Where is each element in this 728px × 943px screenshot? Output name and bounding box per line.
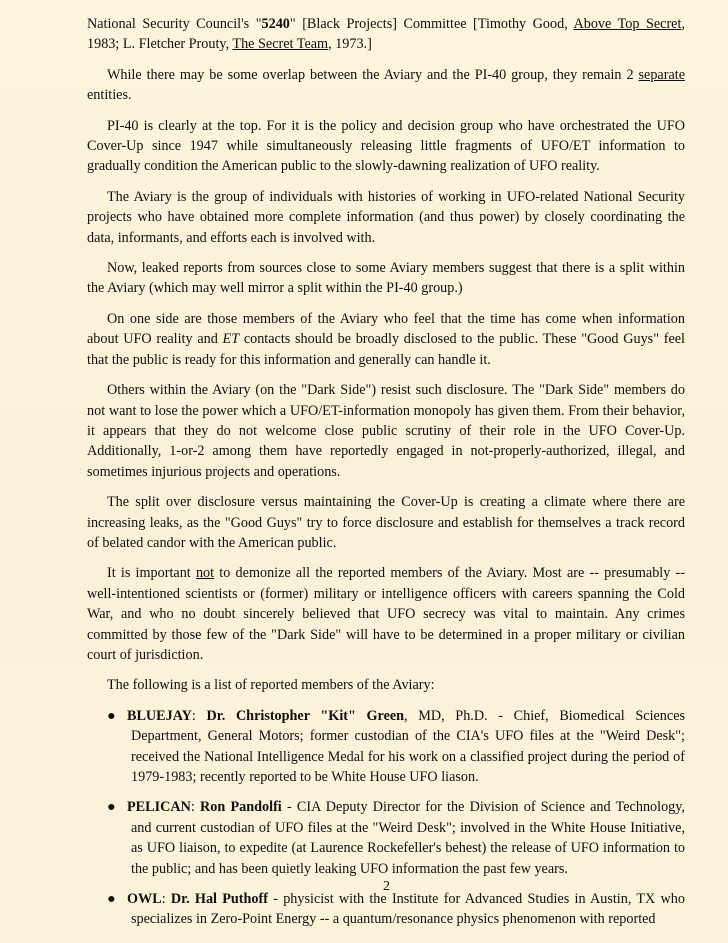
member-description: - CIA Deputy Director for the Division of Science and Technology, and current custodian of UFO files at the "Weird Desk"; involved in the White House Initiative, as UFO liaison, to expedite (at Laurence Rockefeller's behest) the release of UFO information to the public; and has been quietly leaking UFO information the past few years. xyxy=(131,799,685,877)
member-description: - physicist with the Institute for Advanced Studies in Austin, TX who specializes in Zero-Point Energy -- a quantum/resonance physics phenomenon with reported xyxy=(131,891,685,928)
text-run: , 1973.] xyxy=(328,36,372,53)
bullet-icon: ● xyxy=(107,891,116,908)
page-number: 2 xyxy=(383,879,390,894)
separator: : xyxy=(161,891,171,908)
bullet-icon: ● xyxy=(107,707,116,724)
paragraph-overlap xyxy=(87,65,685,106)
list-item xyxy=(87,889,685,930)
paragraph-nsc-reference xyxy=(87,14,685,55)
underlined-run: not xyxy=(195,565,215,582)
italic-run: ET xyxy=(222,331,240,348)
text-run: contacts should be broadly disclosed to the public. These "Good Guys" feel that the public is ready for this information and generally can handle it. xyxy=(87,331,685,368)
document-body xyxy=(87,14,685,940)
paragraph-aviary-definition: The Aviary is the group of individuals with histories of working in UFO-related National Security projects who have obtained more complete information (and thus power) by closely coordinating the data, informants, and efforts each is involved with. xyxy=(87,188,685,246)
underlined-run: separate xyxy=(638,66,685,83)
bullet-icon: ● xyxy=(107,799,116,816)
text-run: " [Black Projects] Committee [Timothy Good, xyxy=(289,16,574,32)
text-run: , 1983; L. Fletcher Prouty, xyxy=(87,16,685,53)
member-codename: PELICAN xyxy=(127,799,191,816)
separator: : xyxy=(190,799,201,816)
member-description: , MD, Ph.D. - Chief, Biomedical Sciences Department, General Motors; former custodian of the CIA's UFO files at the "Weird Desk"; received the National Intelligence Medal for his work on a classified project during the period of 1979-1983; recently reported to be White House UFO liason. xyxy=(131,707,686,785)
text-run: to demonize all the reported members of the Aviary. Most are -- presumably -- well-intentioned scientists or (former) military or intelligence officers with careers spanning the Cold War, and who no doubt sincerely believed that UFO secrecy was vital to maintain. Any crimes committed by those few of the "Dark Side" will have to be determined in a proper military or civilian court of jurisdiction. xyxy=(87,565,686,663)
paragraph-list-intro: The following is a list of reported members of the Aviary: xyxy=(107,677,435,694)
text-run: entities. xyxy=(87,87,132,104)
paragraph-not-demonize xyxy=(87,563,685,665)
member-name: Dr. Hal Puthoff xyxy=(170,891,268,908)
paragraph-good-guys xyxy=(87,309,685,370)
paragraph-leaks: The split over disclosure versus maintaining the Cover-Up is creating a climate where there are increasing leaks, as the "Good Guys" try to force disclosure and establish for themselves a track record of belated candor with the American public. xyxy=(87,494,685,551)
book-title-secret-team: The Secret Team xyxy=(232,36,329,53)
bold-run: 5240 xyxy=(261,16,290,32)
member-name: Dr. Christopher "Kit" Green xyxy=(206,707,405,724)
text-run: While there may be some overlap between the Aviary and the PI-40 group, they remain 2 xyxy=(107,66,639,83)
separator: : xyxy=(191,707,207,724)
text-run: On one side are those members of the Aviary who feel that the time has come when information about UFO reality and xyxy=(87,310,685,348)
member-codename: OWL xyxy=(127,891,162,908)
paragraph-pi40: PI-40 is clearly at the top. For it is the policy and decision group who have orchestrated the UFO Cover-Up since 1947 while simultaneously releasing little fragments of UFO/ET information to gradually condition the American public to the slowly-dawning realization of UFO reality. xyxy=(87,117,685,175)
member-name: Ron Pandolfi xyxy=(200,799,282,816)
list-item xyxy=(87,706,685,788)
member-codename: BLUEJAY xyxy=(127,707,192,724)
paragraph-split: Now, leaked reports from sources close to some Aviary members suggest that there is a split within the Aviary (which may well mirror a split within the PI-40 group.) xyxy=(87,260,685,297)
text-run: National Security Council's " xyxy=(87,16,262,32)
list-item xyxy=(87,797,685,879)
paragraph-dark-side: Others within the Aviary (on the "Dark Side") resist such disclosure. The "Dark Side" members do not want to lose the power which a UFO/ET-information monopoly has given them. From their behavior, it appears that they do not welcome close public scrutiny of their role in the UFO Cover-Up. Additionally, 1-or-2 among them have reportedly engaged in not-properly-authorized, illegal, and sometimes injurious projects and operations. xyxy=(87,382,685,480)
text-run: It is important xyxy=(107,565,196,582)
book-title-above-top-secret: Above Top Secret xyxy=(573,16,682,32)
member-list xyxy=(87,706,685,930)
